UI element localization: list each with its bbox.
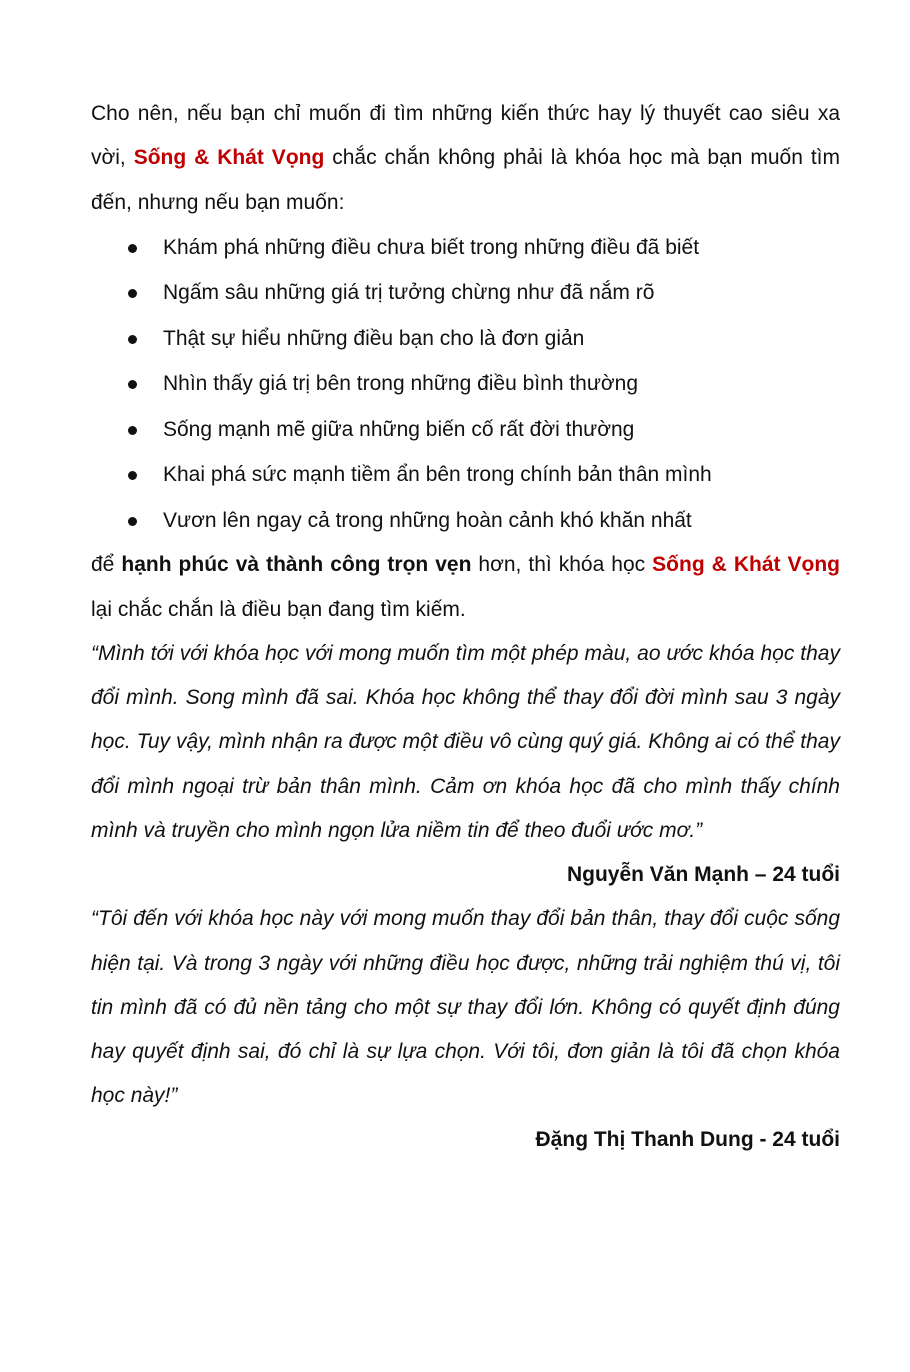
list-item: Ngấm sâu những giá trị tưởng chừng như đã nắm rõ [91,270,840,316]
brand-name: Sống & Khát Vọng [133,146,325,170]
document-page [91,92,840,1163]
list-item: Khai phá sức mạnh tiềm ẩn bên trong chính bản thân mình [91,452,840,498]
bullet-icon [128,244,137,253]
intro-text-1: Cho nên, nếu bạn chỉ muốn đi tìm những kiến thức hay lý thuyết cao siêu xa vời, [91,102,840,170]
bullet-icon [128,289,137,298]
testimonial-quote: “Mình tới với khóa học với mong muốn tìm một phép màu, ao ước khóa học thay đổi mình. Song mình đã sai. Khóa học không thể thay đổi đời mình sau 3 ngày học. Tuy vậy, mình nhận ra được một điều vô cùng quý giá. Không ai có thể thay đổi mình ngoại trừ bản thân mình. Cảm ơn khóa học đã cho mình thấy chính mình và truyền cho mình ngọn lửa niềm tin để theo đuổi ước mơ.” [91,641,840,842]
testimonial-quote: “Tôi đến với khóa học này với mong muốn thay đổi bản thân, thay đổi cuộc sống hiện tại. Và trong 3 ngày với những điều học được, những trải nghiệm thú vị, tôi tin mình đã có đủ nền tảng cho một sự thay đổi lớn. Không có quyết định đúng hay quyết định sai, đó chỉ là sự lựa chọn. Với tôi, đơn giản là tôi đã chọn khóa học này!” [91,907,840,1108]
list-item: Khám phá những điều chưa biết trong những điều đã biết [91,225,840,271]
emphasis-text: hạnh phúc và thành công trọn vẹn [121,553,472,577]
intro-paragraph [91,92,840,225]
conclusion-paragraph: để hạnh phúc và thành công trọn vẹn hơn, thì khóa học Sống & Khát Vọng lại chắc chắn là điều bạn đang tìm kiếm. [91,553,840,621]
bullet-icon [128,517,137,526]
intro-text-2: chắc chắn không phải là khóa học mà bạn muốn tìm đến, nhưng nếu bạn muốn: [91,146,840,214]
benefit-list [91,225,840,544]
list-item: Sống mạnh mẽ giữa những biến cố rất đời thường [91,407,840,453]
bullet-icon [128,471,137,480]
list-item: Nhìn thấy giá trị bên trong những điều bình thường [91,361,840,407]
brand-name: Sống & Khát Vọng [652,553,840,577]
testimonial-author: Đặng Thị Thanh Dung - 24 tuổi [535,1128,840,1152]
list-item: Thật sự hiểu những điều bạn cho là đơn giản [91,316,840,362]
bullet-icon [128,380,137,389]
testimonial-author: Nguyễn Văn Mạnh – 24 tuổi [566,863,840,886]
bullet-icon [128,335,137,344]
bullet-icon [128,426,137,435]
list-item: Vươn lên ngay cả trong những hoàn cảnh khó khăn nhất [91,498,840,544]
